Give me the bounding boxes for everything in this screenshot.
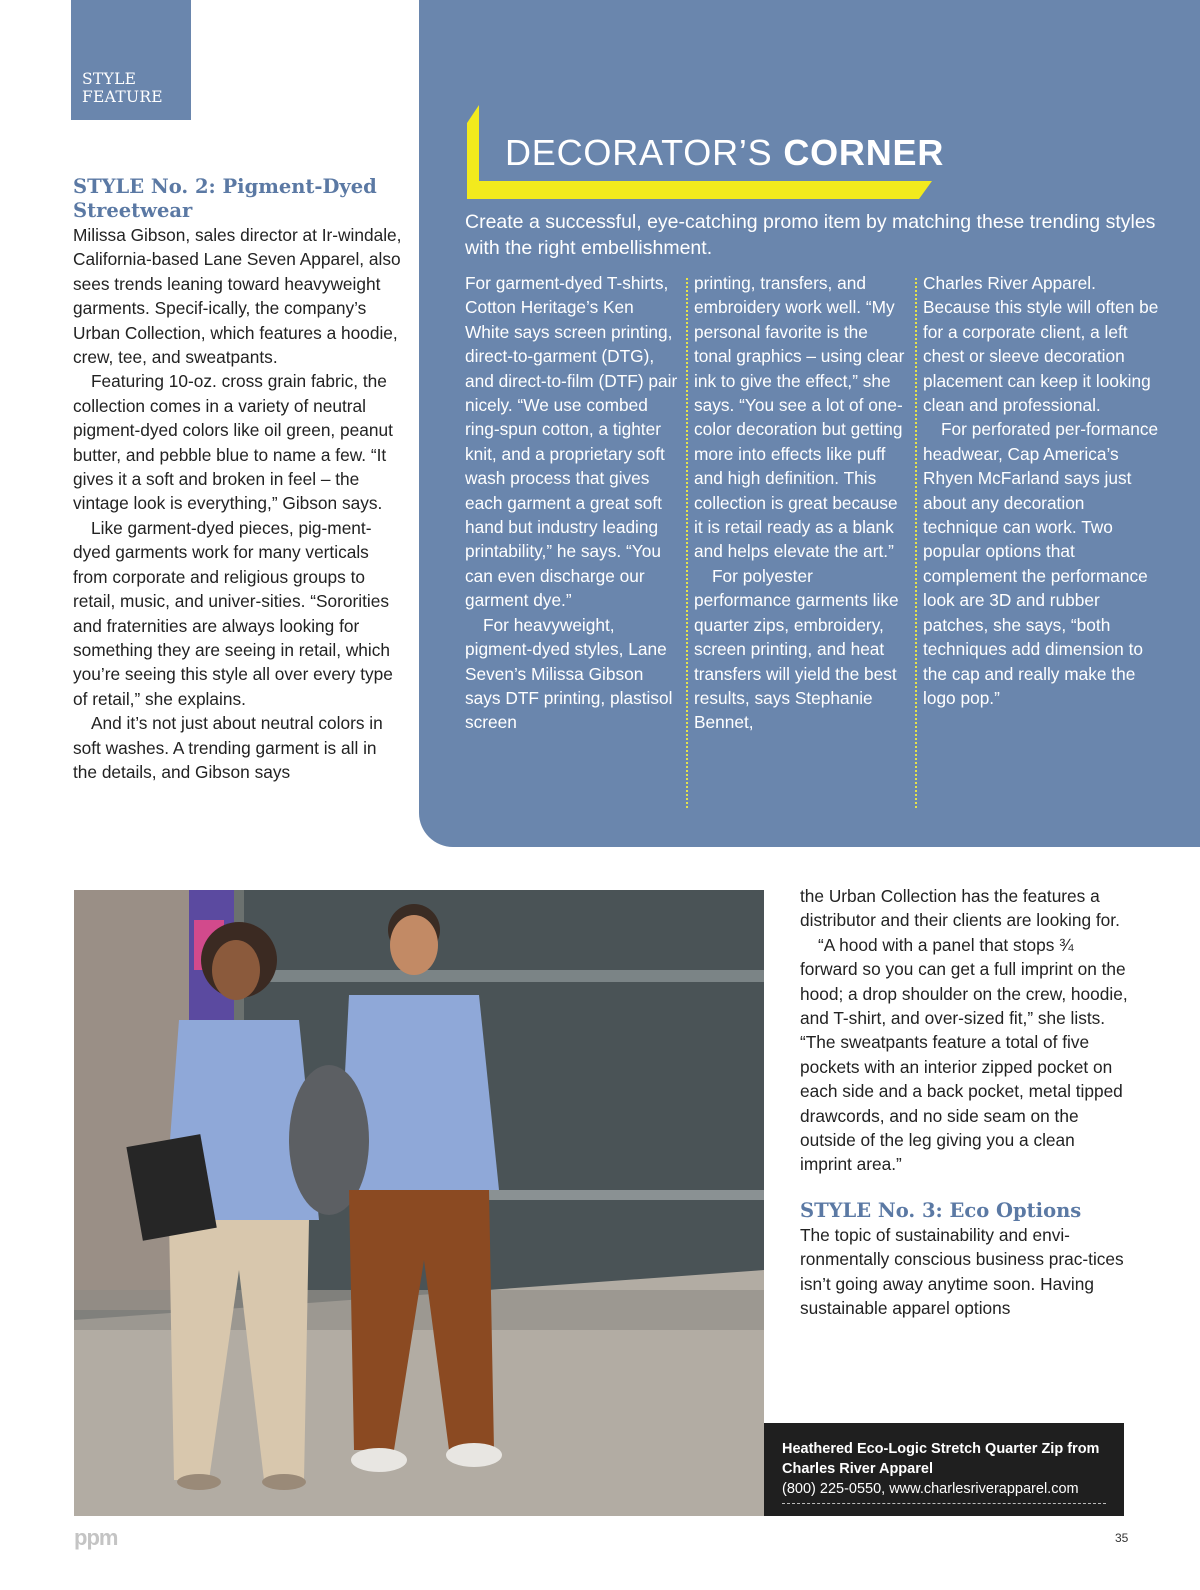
right-paragraph: “A hood with a panel that stops ¾ forward so you can get a full imprint on the hood; a drop shoulder on the crew, hoodie, and T-shirt, and over-sized fit,” she lists. “The sweatpants feature a total of five pockets with an interior zipped pocket on each side and a back pocket, metal tipped drawcords, and no side seam on the outside of the leg giving you a clean imprint area.” <box>800 934 1128 1175</box>
section-tag-label: STYLE FEATURE <box>82 70 163 106</box>
right-paragraph: The topic of sustainability and envi-ronmentally conscious business prac-tices isn’t going away anytime soon. Having sustainable apparel options <box>800 1224 1124 1319</box>
corner-column-1 <box>465 271 680 735</box>
corner-paragraph: For perforated per-formance headwear, Cap America’s Rhyen McFarland says just about any decoration technique can work. Two popular options that complement the performance look are 3D and rubber patches, she says, “both techniques add dimension to the cap and really make the logo pop.” <box>923 419 1159 708</box>
title-light-part: DECORATOR’S <box>505 132 784 173</box>
left-paragraph: Like garment-dyed pieces, pig-ment-dyed garments work for many verticals from corporate and religious groups to retail, music, and univer-sities. “Sororities and fraternities are always looking for something they are seeing in retail, which you’re seeing this style all over every type of retail,” she explains. <box>73 517 393 709</box>
left-paragraph: Featuring 10-oz. cross grain fabric, the collection comes in a variety of neutral pigment-dyed colors like oil green, peanut butter, and pebble blue to name a few. “It gives it a soft and broken in feel – the vintage look is everything,” Gibson says. <box>73 371 393 514</box>
corner-paragraph: For heavyweight, pigment-dyed styles, Lane Seven’s Milissa Gibson says DTF printing, plastisol screen <box>465 614 673 733</box>
left-article-column <box>73 175 403 784</box>
decorators-corner-title <box>505 131 944 175</box>
left-paragraph: Milissa Gibson, sales director at Ir-windale, California-based Lane Seven Apparel, also sees trends leaning toward heavyweight garments. Specif-ically, the company’s Urban Collection, which features a hoodie, crew, tee, and sweatpants. <box>73 225 402 368</box>
style-3-subhead: STYLE No. 3: Eco Options <box>800 1198 1082 1222</box>
title-bold-part: CORNER <box>783 132 945 173</box>
ppm-logo: ppm <box>74 1525 118 1550</box>
style-2-subhead: STYLE No. 2: Pigment-Dyed Streetwear <box>73 175 377 222</box>
caption-title: Heathered Eco-Logic Stretch Quarter Zip from Charles River Apparel <box>782 1441 1100 1477</box>
apparel-photo <box>74 890 764 1516</box>
corner-paragraph: Charles River Apparel. Because this style will often be for a corporate client, a left chest or sleeve decoration placement can keep it looking clean and professional. <box>923 273 1159 416</box>
right-article-column <box>800 884 1130 1321</box>
corner-paragraph: For polyester performance garments like quarter zips, embroidery, screen printing, and heat transfers will yield the best results, says Stephanie Bennet, <box>694 565 899 733</box>
section-tag <box>71 0 191 120</box>
left-paragraph: And it’s not just about neutral colors in soft washes. A trending garment is all in the details, and Gibson says <box>73 713 383 782</box>
corner-paragraph: For garment-dyed T-shirts, Cotton Heritage’s Ken White says screen printing, direct-to-garment (DTG), and direct-to-film (DTF) pair nicely. “We use combed ring-spun cotton, a tighter knit, and a proprietary soft wash process that gives each garment a great soft hand but industry leading printability,” he says. “You can even discharge our garment dye.” <box>465 273 678 611</box>
corner-column-3 <box>923 271 1163 710</box>
corner-column-2 <box>694 271 909 735</box>
caption-contact: (800) 225-0550, www.charlesriverapparel.com <box>782 1481 1079 1497</box>
page-number: 35 <box>1115 1531 1129 1545</box>
photo-caption <box>764 1423 1124 1516</box>
corner-paragraph: printing, transfers, and embroidery work well. “My personal favorite is the tonal graphics – using clear ink to give the effect,” she says. “You see a lot of one-color decoration but getting more into effects like puff and high definition. This collection is great because it is retail ready as a blank and helps elevate the art.” <box>694 273 905 562</box>
right-paragraph: the Urban Collection has the features a distributor and their clients are looking for. <box>800 886 1120 931</box>
column-divider <box>915 278 917 808</box>
caption-dashed-rule <box>782 1503 1106 1504</box>
corner-intro: Create a successful, eye-catching promo item by matching these trending styles with the right embellishment. <box>465 211 1156 259</box>
column-divider <box>686 278 688 808</box>
